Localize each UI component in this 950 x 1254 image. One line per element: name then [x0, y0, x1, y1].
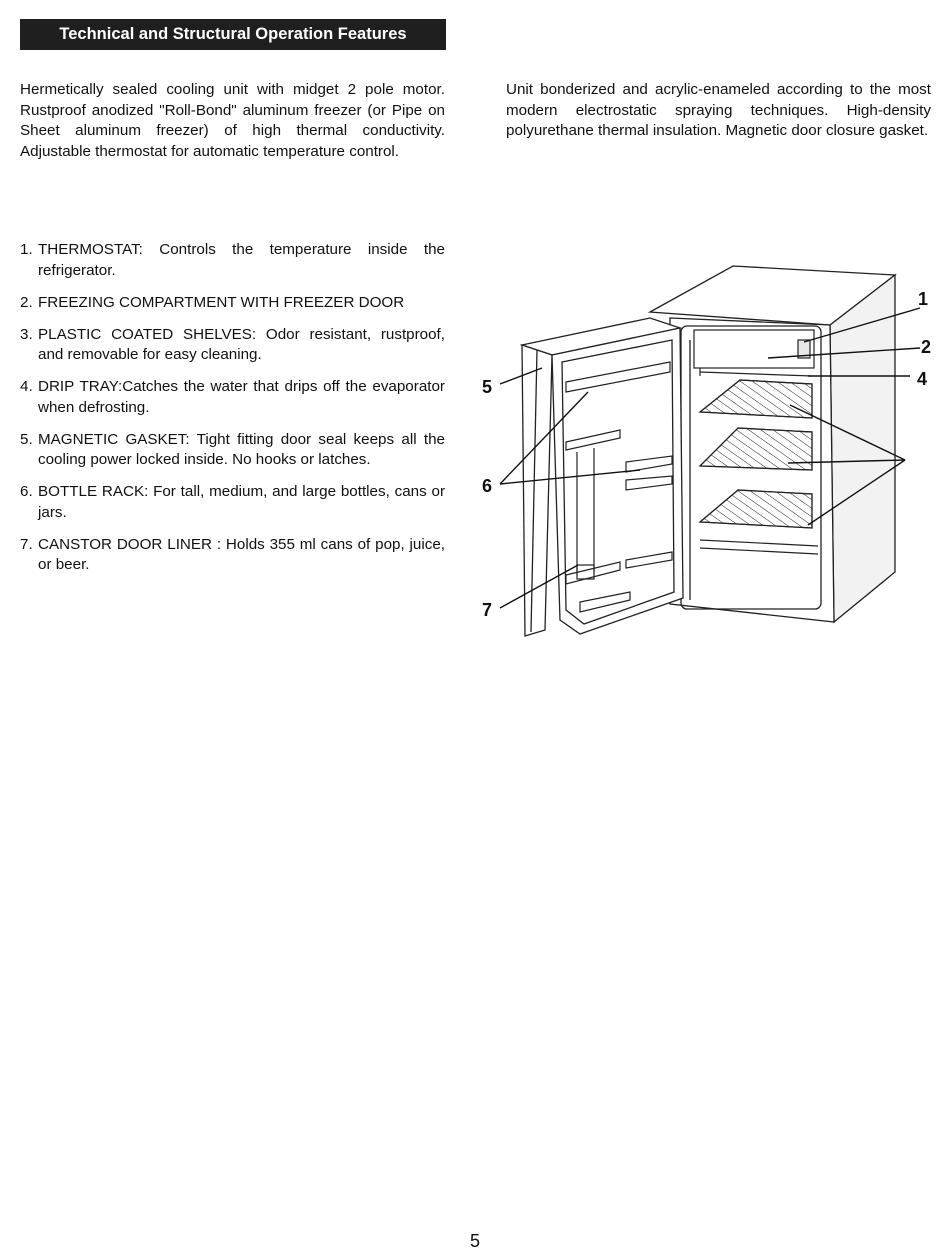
feature-text: MAGNETIC GASKET: Tight fitting door seal keeps all the cooling power locked inside. No hooks or latches.: [38, 430, 445, 468]
feature-text: DRIP TRAY:Catches the water that drips off the evaporator when defrosting.: [38, 378, 445, 416]
callout-label-7: 7: [482, 600, 493, 620]
feature-item-drip-tray: [20, 377, 445, 418]
feature-text: THERMOSTAT: Controls the temperature inside the refrigerator.: [38, 241, 445, 279]
callout-label-2: 2: [921, 337, 932, 357]
feature-item-bottle-rack: [20, 482, 445, 523]
refrigerator-diagram: [470, 260, 940, 645]
callout-label-4: 4: [917, 369, 928, 389]
page-number: 5: [469, 1231, 480, 1251]
feature-list: [20, 240, 445, 587]
feature-item-thermostat: [20, 240, 445, 281]
feature-number: 2.: [20, 293, 33, 311]
feature-item-door-liner: [20, 535, 445, 576]
feature-number: 7.: [20, 535, 33, 553]
feature-number: 5.: [20, 430, 33, 448]
feature-number: 3.: [20, 325, 33, 343]
feature-item-freezing-compartment: [20, 293, 445, 314]
feature-number: 6.: [20, 483, 33, 500]
feature-text: PLASTIC COATED SHELVES: Odor resistant, rustproof, and removable for easy cleaning.: [38, 325, 445, 363]
callout-label-5: 5: [482, 377, 493, 397]
section-title: Technical and Structural Operation Features: [20, 19, 446, 50]
intro-paragraph-left: Hermetically sealed cooling unit with midget 2 pole motor. Rustproof anodized "Roll-Bond" aluminum freezer (or Pipe on Sheet aluminum freezer) of high thermal conductivity. Adjustable thermostat for automatic temperature control.: [20, 81, 445, 160]
callout-label-1: 1: [918, 289, 929, 309]
intro-paragraph-right: Unit bonderized and acrylic-enameled according to the most modern electrostatic spraying techniques. High-density polyurethane thermal insulation. Magnetic door closure gasket.: [506, 81, 931, 139]
feature-number: 4.: [20, 378, 33, 395]
feature-number: 1.: [20, 241, 33, 258]
feature-text: BOTTLE RACK: For tall, medium, and large bottles, cans or jars.: [38, 483, 445, 521]
feature-item-magnetic-gasket: [20, 430, 445, 471]
callout-label-6: 6: [482, 476, 493, 496]
feature-item-shelves: [20, 325, 445, 366]
feature-text: CANSTOR DOOR LINER : Holds 355 ml cans of pop, juice, or beer.: [38, 535, 445, 573]
feature-text: FREEZING COMPARTMENT WITH FREEZER DOOR: [38, 293, 405, 311]
